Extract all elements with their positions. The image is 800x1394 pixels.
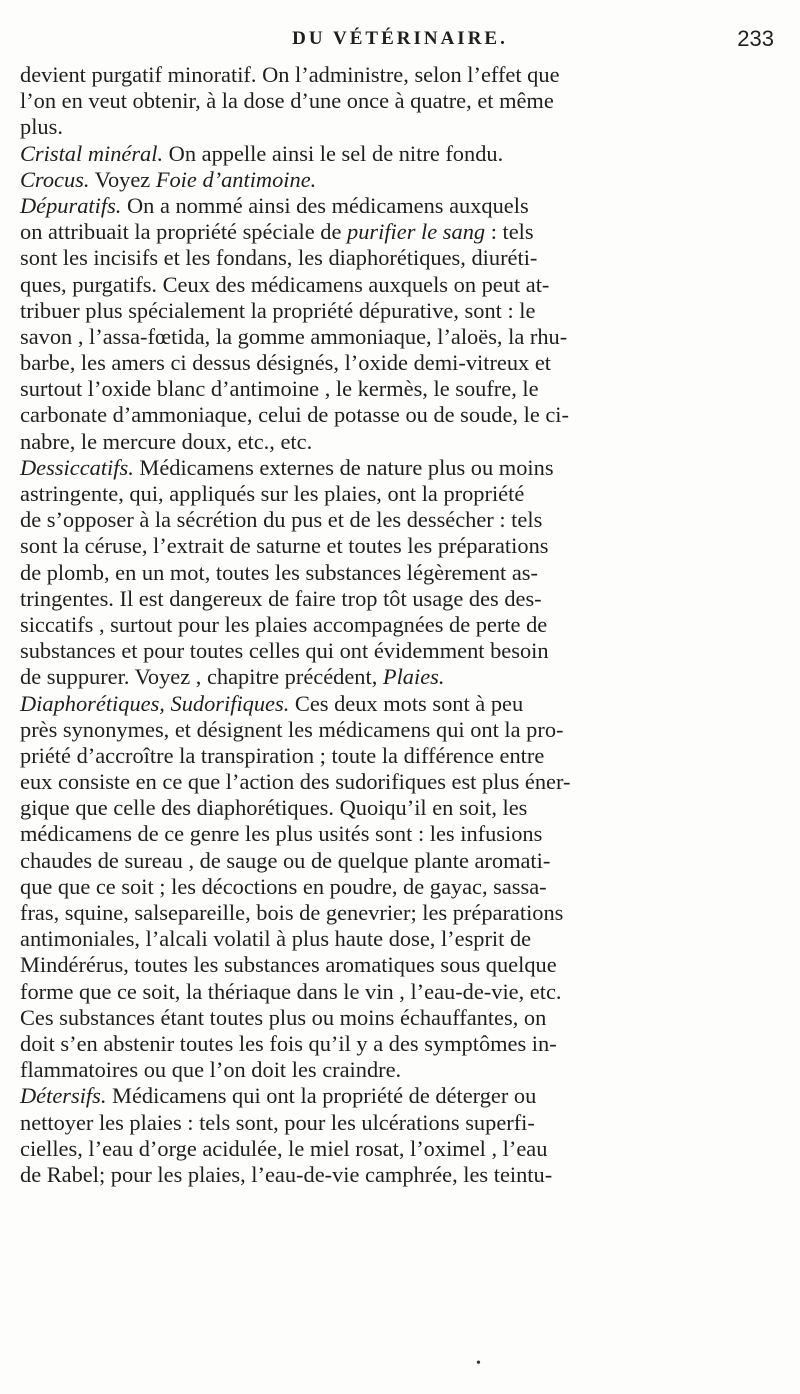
text-run: substances et pour toutes celles qui ont évidemment besoin (20, 638, 549, 664)
text-run: doit s’en abstenir toutes les fois qu’il y a des symptômes in- (20, 1030, 557, 1056)
text-run: chaudes de sureau , de sauge ou de quelque plante aromati- (20, 847, 551, 873)
text-line (20, 193, 784, 219)
text-run: antimoniales, l’alcali volatil à plus haute dose, l’esprit de (20, 926, 532, 952)
text-line (20, 874, 784, 900)
text-line (20, 455, 784, 481)
italic-term: Dessiccatifs. (20, 454, 134, 480)
text-run: devient purgatif minoratif. On l’administre, selon l’effet que (20, 62, 560, 87)
text-run: près synonymes, et désignent les médicamens qui ont la pro- (20, 716, 564, 742)
italic-term: Crocus. (20, 166, 90, 192)
text-line (20, 507, 784, 533)
text-line (20, 900, 784, 926)
text-line (20, 560, 784, 586)
text-line (20, 429, 784, 455)
text-line (20, 219, 784, 245)
text-run: nabre, le mercure doux, etc., etc. (20, 428, 313, 454)
text-run: tribuer plus spécialement la propriété dépurative, sont : le (20, 297, 536, 323)
body-text (20, 62, 784, 1188)
italic-term: Foie d’antimoine. (155, 166, 317, 192)
text-line (20, 141, 784, 167)
text-line (20, 167, 784, 193)
text-run: gique que celle des diaphorétiques. Quoiqu’il en soit, les (20, 795, 528, 821)
italic-term: Diaphorétiques, Sudorifiques. (20, 690, 290, 716)
text-run: l’on en veut obtenir, à la dose d’une once à quatre, et même (20, 88, 554, 114)
page-number: 233 (737, 26, 774, 51)
footer-mark: • (476, 1356, 481, 1371)
running-title: DU VÉTÉRINAIRE. (292, 28, 508, 49)
text-line (20, 638, 784, 664)
text-line (20, 691, 784, 717)
text-line (20, 481, 784, 507)
text-run: On appelle ainsi le sel de nitre fondu. (163, 140, 504, 166)
text-run: de s’opposer à la sécrétion du pus et de les dessécher : tels (20, 507, 543, 533)
text-line (20, 533, 784, 559)
text-line (20, 1136, 784, 1162)
text-run: Mindérérus, toutes les substances aromatiques sous quelque (20, 952, 557, 978)
text-line (20, 1031, 784, 1057)
text-run: forme que ce soit, la thériaque dans le vin , l’eau-de-vie, etc. (20, 978, 562, 1004)
italic-term: purifier le sang (347, 219, 486, 245)
text-run: surtout l’oxide blanc d’antimoine , le kermès, le soufre, le (20, 376, 539, 402)
text-run: de Rabel; pour les plaies, l’eau-de-vie camphrée, les teintu- (20, 1161, 553, 1187)
text-run: sont les incisifs et les fondans, les diaphorétiques, diuréti- (20, 245, 538, 271)
text-line (20, 717, 784, 743)
text-run: on attribuait la propriété spéciale de (20, 219, 348, 245)
running-head (0, 26, 800, 56)
text-run: plus. (20, 114, 63, 140)
text-run: Médicamens qui ont la propriété de déterger ou (106, 1083, 537, 1109)
text-run: de suppurer. Voyez , chapitre précédent, (20, 664, 383, 690)
text-run: flammatoires ou que l’on doit les craindre. (20, 1057, 402, 1083)
text-line (20, 769, 784, 795)
text-line (20, 245, 784, 271)
text-run: : tels (485, 219, 534, 245)
text-run: siccatifs , surtout pour les plaies accompagnées de perte de (20, 611, 548, 637)
text-run: Ces substances étant toutes plus ou moins échauffantes, on (20, 1004, 547, 1030)
text-run: Voyez (89, 166, 156, 192)
text-run: astringente, qui, appliqués sur les plaies, ont la propriété (20, 481, 525, 506)
text-run: savon , l’assa-fœtida, la gomme ammoniaque, l’aloës, la rhu- (20, 323, 568, 349)
italic-term: Plaies. (382, 664, 445, 690)
text-run: Médicamens externes de nature plus ou moins (133, 454, 554, 480)
text-line (20, 1162, 784, 1188)
text-line (20, 1110, 784, 1136)
text-line (20, 298, 784, 324)
text-line (20, 1057, 784, 1083)
text-run: tringentes. Il est dangereux de faire trop tôt usage des des- (20, 585, 542, 611)
text-line (20, 612, 784, 638)
text-run: que que ce soit ; les décoctions en poudre, de gayac, sassa- (20, 873, 547, 899)
text-line (20, 586, 784, 612)
text-run: On a nommé ainsi des médicamens auxquels (121, 192, 529, 218)
text-line (20, 1083, 784, 1109)
text-line (20, 926, 784, 952)
text-line (20, 664, 784, 690)
text-line (20, 979, 784, 1005)
text-run: médicamens de ce genre les plus usités sont : les infusions (20, 821, 543, 847)
text-line (20, 821, 784, 847)
text-line (20, 952, 784, 978)
text-run: Ces deux mots sont à peu (289, 690, 524, 716)
text-line (20, 272, 784, 298)
text-line (20, 324, 784, 350)
text-line (20, 114, 784, 140)
text-line (20, 350, 784, 376)
text-line (20, 88, 784, 114)
text-run: eux consiste en ce que l’action des sudorifiques est plus éner- (20, 769, 571, 795)
text-line (20, 62, 784, 88)
italic-term: Détersifs. (20, 1083, 107, 1109)
text-line (20, 743, 784, 769)
text-line (20, 402, 784, 428)
text-line (20, 376, 784, 402)
text-run: de plomb, en un mot, toutes les substances légèrement as- (20, 559, 538, 585)
text-run: nettoyer les plaies : tels sont, pour les ulcérations superfi- (20, 1109, 535, 1135)
text-line (20, 1005, 784, 1031)
text-run: carbonate d’ammoniaque, celui de potasse ou de soude, le ci- (20, 402, 569, 428)
text-run: cielles, l’eau d’orge acidulée, le miel rosat, l’oximel , l’eau (20, 1135, 548, 1161)
text-run: priété d’accroître la transpiration ; toute la différence entre (20, 742, 545, 768)
text-run: sont la céruse, l’extrait de saturne et toutes les préparations (20, 533, 549, 559)
text-line (20, 848, 784, 874)
text-run: fras, squine, salsepareille, bois de genevrier; les préparations (20, 900, 564, 925)
italic-term: Cristal minéral. (20, 140, 164, 166)
text-line (20, 795, 784, 821)
text-run: barbe, les amers ci dessus désignés, l’oxide demi-vitreux et (20, 350, 552, 376)
italic-term: Dépuratifs. (20, 192, 122, 218)
text-run: ques, purgatifs. Ceux des médicamens auxquels on peut at- (20, 271, 550, 297)
